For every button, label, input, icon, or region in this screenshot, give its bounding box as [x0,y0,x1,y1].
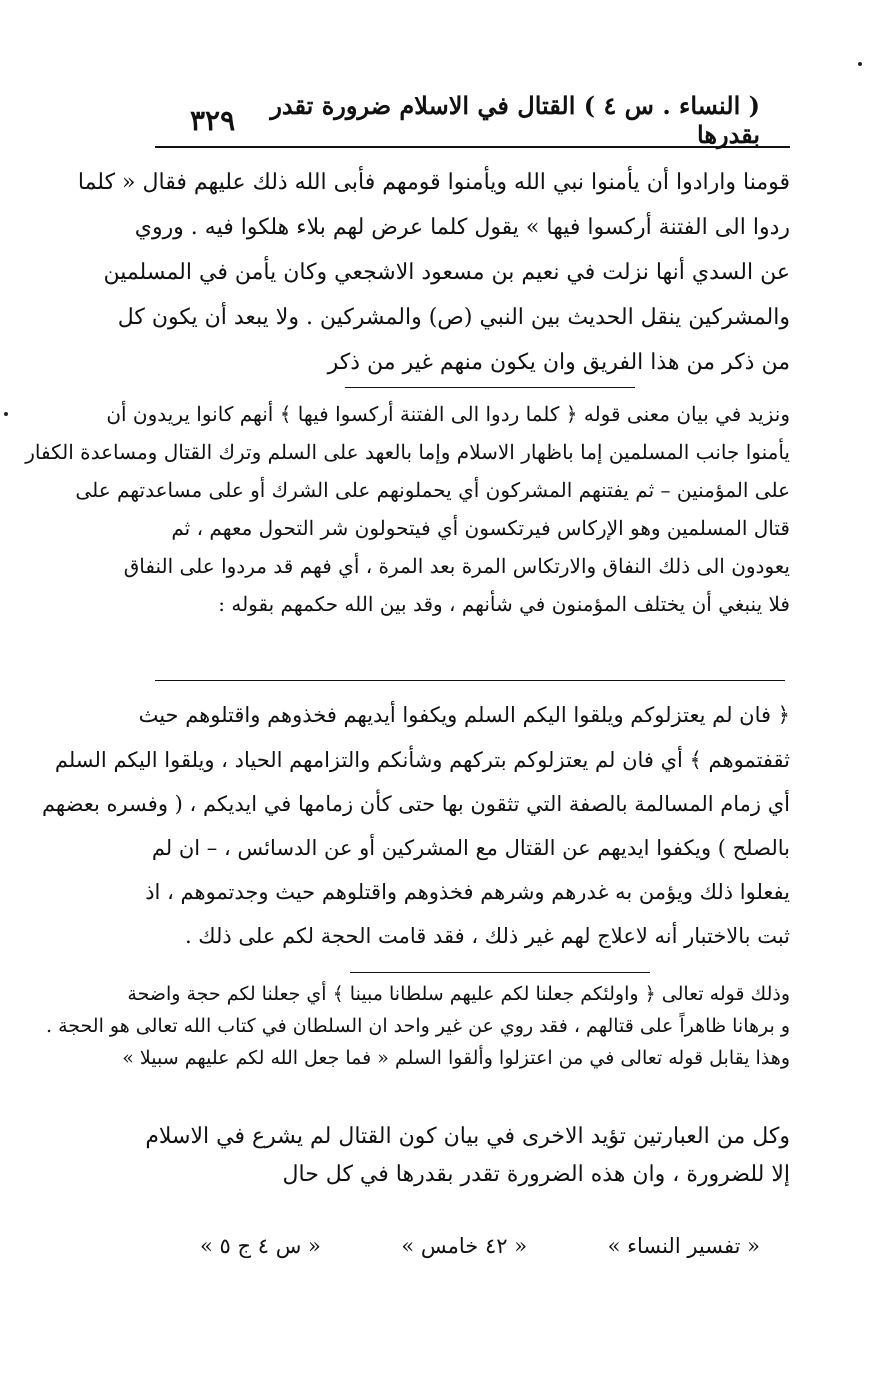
section-separator [350,972,650,973]
text-line: يأمنوا جانب المسلمين إما باظهار الاسلام وإما بالعهد على السلم وترك القتال ومساعدة الكفار [25,440,790,464]
paragraph-4 [46,978,790,1074]
text-line: عن السدي أنها نزلت في نعيم بن مسعود الاشجعي وكان يأمن في المسلمين [103,260,790,285]
scan-speck [4,412,8,416]
header-rule [155,146,790,148]
text-line: بالصلح ) ويكفوا ايديهم عن القتال مع المشركين أو عن الدسائس ، – ان لم [151,836,790,860]
paragraph-5 [145,1118,790,1194]
paragraph-3 [41,692,790,958]
text-line: قومنا وارادوا أن يأمنوا نبي الله ويأمنوا قومهم فأبى الله ذلك عليهم فقال « كلما [77,170,790,195]
text-line: فلا ينبغي أن يختلف المؤمنون في شأنهم ، وقد بين الله حكمهم بقوله : [218,592,790,616]
text-line: ثقفتموهم ﴾ أي فان لم يعتزلوكم بتركهم وشأنكم والتزامهم الحياد ، ويلقوا اليكم السلم [54,748,790,772]
text-line: ردوا الى الفتنة أركسوا فيها » يقول كلما عرض لهم بلاء هلكوا فيه . وروي [134,215,790,240]
verse-line: ﴿ فان لم يعتزلوكم ويلقوا اليكم السلم ويكفوا أيديهم فخذوهم واقتلوهم حيث [138,703,790,727]
scan-speck [858,62,862,66]
header-title: ( النساء . س ٤ ) القتال في الاسلام ضرورة تقدر بقدرها [270,91,760,149]
text-line: وذلك قوله تعالى ﴿ واولئكم جعلنا لكم عليهم سلطانا مبينا ﴾ أي جعلنا لكم حجة واضحة [127,983,790,1005]
text-line: قتال المسلمين وهو الإركاس فيرتكسون أي فيتحولون شر التحول معهم ، ثم [171,516,790,540]
footer-book-title: « تفسير النساء » [607,1234,760,1258]
running-header [190,91,760,149]
text-line: من ذكر من هذا الفريق وان يكون منهم غير من ذكر [327,350,790,375]
text-line: وهذا يقابل قوله تعالى في من اعتزلوا وألقوا السلم « فما جعل الله لكم عليهم سبيلا » [122,1047,790,1069]
text-line: على المؤمنين – ثم يفتنهم المشركون أي يحملونهم على الشرك أو على مساعدتهم على [75,478,790,502]
footer-signature: « س ٤ ج ٥ » [200,1234,321,1258]
section-separator [155,680,785,681]
text-line: وكل من العبارتين تؤيد الاخرى في بيان كون القتال لم يشرع في الاسلام [145,1124,790,1149]
text-line: إلا للضرورة ، وان هذه الضرورة تقدر بقدرها في كل حال [282,1162,790,1187]
text-line: يعودون الى ذلك النفاق والارتكاس المرة بعد المرة ، أي فهم قد مردوا على النفاق [123,554,790,578]
text-line: و برهانا ظاهراً على قتالهم ، فقد روي عن غير واحد ان السلطان في كتاب الله تعالى هو الحجة . [46,1015,790,1037]
text-line: والمشركين ينقل الحديث بين النبي (ص) والمشركين . ولا يبعد أن يكون كل [117,305,790,330]
page-number: ٣٢٩ [190,103,236,137]
text-line: ونزيد في بيان معنى قوله ﴿ كلما ردوا الى الفتنة أركسوا فيها ﴾ أنهم كانوا يريدون أن [106,402,790,426]
text-line: أي زمام المسالمة بالصفة التي تثقون بها حتى كأن زمامها في ايديكم ، ( وفسره بعضهم [41,792,790,816]
text-line: ثبت بالاختبار أنه لاعلاج لهم غير ذلك ، فقد قامت الحجة لكم على ذلك . [184,924,790,948]
page-footer [200,1226,760,1266]
section-separator [345,387,635,388]
text-line: يفعلوا ذلك ويؤمن به غدرهم وشرهم فخذوهم واقتلوهم حيث وجدتموهم ، اذ [145,880,790,904]
footer-sheet: « ٤٢ خامس » [401,1234,528,1258]
paragraph-1 [77,160,790,385]
paragraph-2 [25,395,790,623]
